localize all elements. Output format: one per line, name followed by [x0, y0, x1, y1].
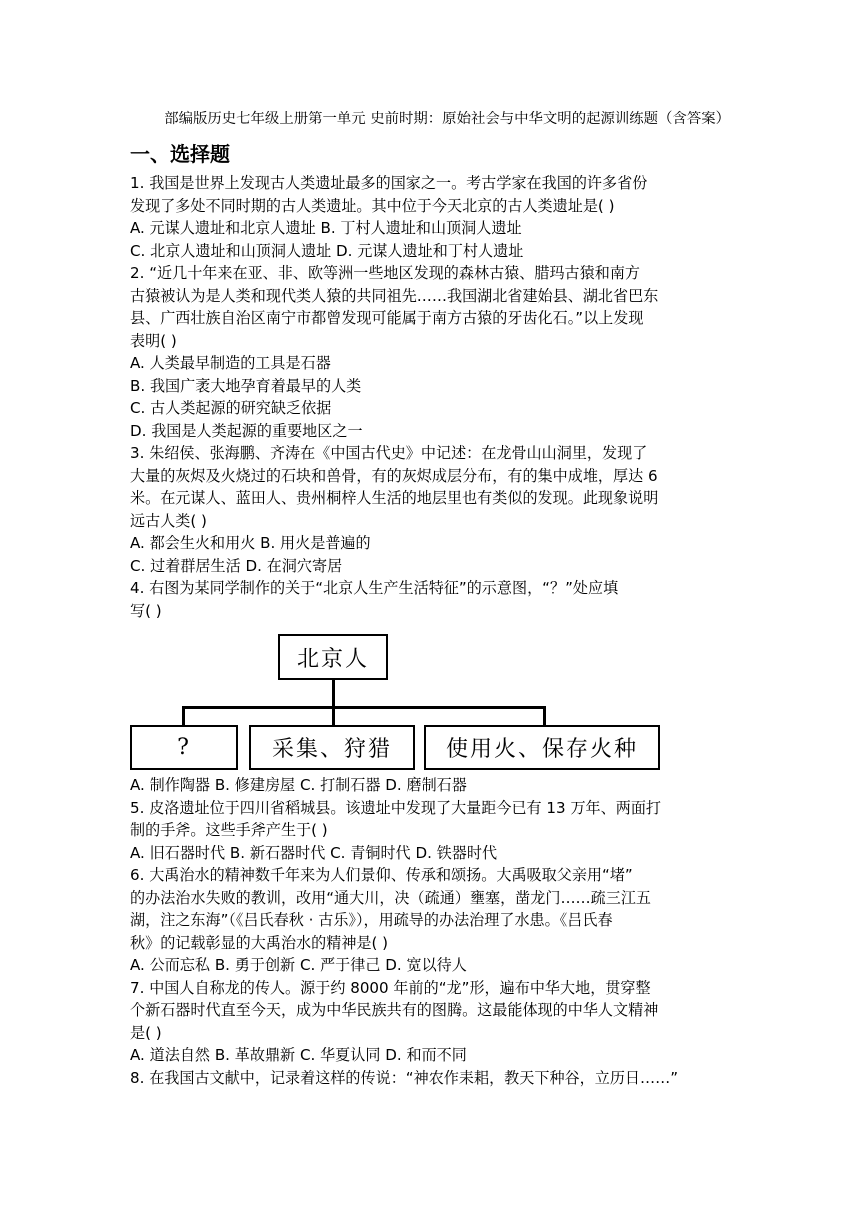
option-row: A. 都会生火和用火 B. 用火是普遍的 — [130, 534, 371, 552]
diagram-connector — [182, 706, 545, 709]
question-7 — [130, 977, 732, 1067]
question-text-line: 湖，注之东海”（《吕氏春秋 · 古乐》），用疏导的办法治理了水患。《吕氏春 — [130, 911, 613, 929]
question-text-line: 是( ) — [130, 1023, 162, 1042]
diagram-fire-box: 使用火、保存火种 — [424, 725, 660, 770]
question-text-line: 3. 朱绍侯、张海鹏、齐涛在《中国古代史》中记述：在龙骨山山洞里，发现了 — [130, 444, 648, 462]
option-row: A. 制作陶器 B. 修建房屋 C. 打制石器 D. 磨制石器 — [130, 776, 467, 794]
question-3 — [130, 442, 732, 577]
question-text-line: 的办法治水失败的教训，改用“通大川，决（疏通）壅塞，凿龙门……疏三江五 — [130, 888, 652, 907]
option-row: B. 我国广袤大地孕育着最早的人类 — [130, 376, 362, 395]
diagram-connector — [543, 706, 546, 726]
question-text-line: 7. 中国人自称龙的传人。源于约 8000 年前的“龙”形，遍布中华大地，贯穿整 — [130, 978, 651, 997]
question-5 — [130, 797, 732, 865]
section-title: 一、选择题 — [130, 142, 230, 166]
question-text-line: 大量的灰烬及火烧过的石块和兽骨，有的灰烬成层分布，有的集中成堆，厚达 6 — [130, 466, 658, 485]
diagram-top-box: 北京人 — [278, 634, 388, 680]
option-row: D. 我国是人类起源的重要地区之一 — [130, 421, 363, 440]
question-text-line: 4. 右图为某同学制作的关于“北京人生产生活特征”的示意图，“？”处应填 — [130, 579, 619, 597]
question-text-line: 远古人类( ) — [130, 511, 207, 530]
question-list — [130, 172, 732, 1089]
question-text-line: 发现了多处不同时期的古人类遗址。其中位于今天北京的古人类遗址是( ) — [130, 196, 615, 215]
option-row: C. 过着群居生活 D. 在洞穴寄居 — [130, 556, 343, 575]
option-row: A. 道法自然 B. 革故鼎新 C. 华夏认同 D. 和而不同 — [130, 1046, 467, 1064]
diagram-gather-hunt-box: 采集、狩猎 — [249, 725, 415, 770]
option-row: A. 旧石器时代 B. 新石器时代 C. 青铜时代 D. 铁器时代 — [130, 843, 498, 862]
question-text-line: 1. 我国是世界上发现古人类遗址最多的国家之一。考古学家在我国的许多省份 — [130, 174, 648, 192]
document-title: 部编版历史七年级上册第一单元 史前时期：原始社会与中华文明的起源训练题（含答案） — [164, 111, 730, 127]
question-6 — [130, 864, 732, 977]
question-text-line: 写( ) — [130, 601, 162, 620]
option-row: C. 北京人遗址和山顶洞人遗址 D. 元谋人遗址和丁村人遗址 — [130, 241, 524, 260]
question-4 — [130, 577, 732, 797]
question-text-line: 米。在元谋人、蓝田人、贵州桐梓人生活的地层里也有类似的发现。此现象说明 — [130, 489, 659, 507]
question-text-line: 5. 皮洛遗址位于四川省稻城县。该遗址中发现了大量距今已有 13 万年、两面打 — [130, 798, 662, 817]
diagram-connector — [182, 706, 185, 726]
beijing-man-diagram — [130, 622, 732, 774]
question-text-line: 秋》的记载彰显的大禹治水的精神是( ) — [130, 933, 389, 952]
diagram-unknown-box: ? — [130, 725, 238, 770]
question-8 — [130, 1067, 732, 1090]
question-text-line: 表明( ) — [130, 331, 177, 350]
option-row: A. 公而忘私 B. 勇于创新 C. 严于律己 D. 宽以待人 — [130, 956, 467, 974]
question-text-line: 古猿被认为是人类和现代类人猿的共同祖先……我国湖北省建始县、湖北省巴东 — [130, 286, 659, 305]
question-text-line: 制的手斧。这些手斧产生于( ) — [130, 821, 328, 839]
question-text-line: 县、广西壮族自治区南宁市都曾发现可能属于南方古猿的牙齿化石。”以上发现 — [130, 309, 644, 327]
question-text-line: 个新石器时代直至今天，成为中华民族共有的图腾。这最能体现的中华人文精神 — [130, 1001, 659, 1019]
question-1 — [130, 172, 732, 262]
question-text-line: 6. 大禹治水的精神数千年来为人们景仰、传承和颂扬。大禹吸取父亲用“堵” — [130, 866, 633, 884]
option-row: C. 古人类起源的研究缺乏依据 — [130, 399, 332, 417]
diagram-connector — [332, 680, 335, 707]
question-text-line: 2. “近几十年来在亚、非、欧等洲一些地区发现的森林古猿、腊玛古猿和南方 — [130, 264, 641, 282]
question-text-line: 8. 在我国古文献中，记录着这样的传说：“神农作耒耜，教天下种谷，立历日……” — [130, 1068, 679, 1087]
option-row: A. 人类最早制造的工具是石器 — [130, 354, 331, 372]
option-row: A. 元谋人遗址和北京人遗址 B. 丁村人遗址和山顶洞人遗址 — [130, 219, 522, 237]
diagram-connector — [332, 706, 335, 726]
question-2 — [130, 262, 732, 442]
